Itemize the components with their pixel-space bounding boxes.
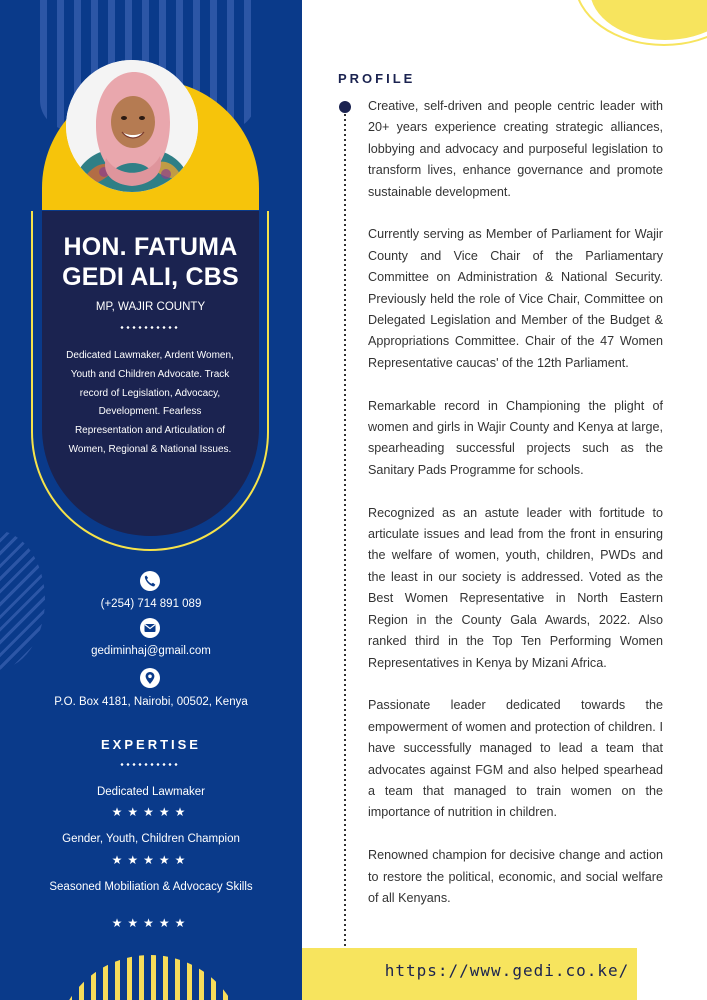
candidate-name — [42, 232, 259, 292]
profile-paragraph: Currently serving as Member of Parliament for Wajir County and Vice Chair of the Parliamentary Committee on Administration & National Security. Previously held the role of Vice Chair, Committee on Delegated Legislation and Member of the Budget & Appropriations Committee. Chair of the 47 Women Representative caucas' of the 12th Parliament. — [368, 227, 663, 370]
phone-icon — [140, 571, 160, 591]
phone-number: (+254) 714 891 089 — [100, 598, 202, 610]
role-title: MP, WAJIR COUNTY — [95, 301, 206, 313]
skill-label: Seasoned Mobiliation & Advocacy Skills — [49, 881, 253, 893]
expertise-divider-dots — [119, 763, 179, 766]
star-rating: ★★★★★ — [111, 916, 191, 930]
location-icon — [140, 668, 160, 688]
profile-body — [368, 96, 663, 931]
timeline-line — [344, 114, 346, 950]
star-rating: ★★★★★ — [111, 853, 191, 867]
decorative-stripes-bottom — [55, 955, 245, 1000]
sidebar — [0, 0, 302, 1000]
expertise-heading: EXPERTISE — [101, 737, 201, 752]
profile-paragraph: Passionate leader dedicated towards the empowerment of women and protection of children. I have successfully managed to lead a team that advocates against FGM and also helped spearhead a team that managed to train women on the importance of nutrition in children. — [368, 698, 663, 820]
postal-address: P.O. Box 4181, Nairobi, 00502, Kenya — [54, 696, 248, 708]
profile-paragraph: Remarkable record in Championing the plight of women and girls in Wajir County and Kenya at large, spearheading successful projects such as the Sanitary Pads Programme for schools. — [368, 398, 663, 477]
profile-paragraph: Renowned champion for decisive change and action to restore the political, economic, and social welfare of all Kenyans. — [368, 848, 663, 905]
portrait-illustration — [66, 60, 198, 192]
decorative-circle — [590, 0, 707, 40]
timeline-dot — [339, 101, 351, 113]
profile-paragraph: Creative, self-driven and people centric leader with 20+ years experience creating strategic alliances, lobbying and advocacy and purposeful legislation to transform lives, enhance governance and promote sustainable development. — [368, 99, 663, 199]
profile-paragraph: Recognized as an astute leader with fortitude to articulate issues and lead from the front in ensuring the welfare of women, youth, children, PWDs and the least in our society is addressed. Voted as the Best Women Representative in North Eastern Region in the County Gala Awards, 2022. Also ranked third in the Top Ten Performing Women Representatives in Kenya by Mizani Africa. — [368, 505, 663, 670]
star-rating: ★★★★★ — [111, 805, 191, 819]
portrait-photo — [66, 60, 198, 192]
divider-dots — [119, 326, 179, 329]
email-address: gediminhaj@gmail.com — [91, 645, 211, 657]
name-line-1: HON. FATUMA — [63, 233, 238, 261]
website-link[interactable]: https://www.gedi.co.ke/ — [384, 961, 630, 980]
email-icon — [140, 618, 160, 638]
skill-label: Gender, Youth, Children Champion — [62, 833, 240, 845]
summary-text: Dedicated Lawmaker, Ardent Women, Youth and Children Advocate. Track record of Legislation, Advocacy, Development. Fearless Representation and Articulation of Women, Regional & National Issues. — [66, 350, 234, 455]
skill-label: Dedicated Lawmaker — [96, 786, 206, 798]
profile-heading: PROFILE — [338, 71, 416, 86]
name-line-2: GEDI ALI, CBS — [62, 263, 239, 291]
